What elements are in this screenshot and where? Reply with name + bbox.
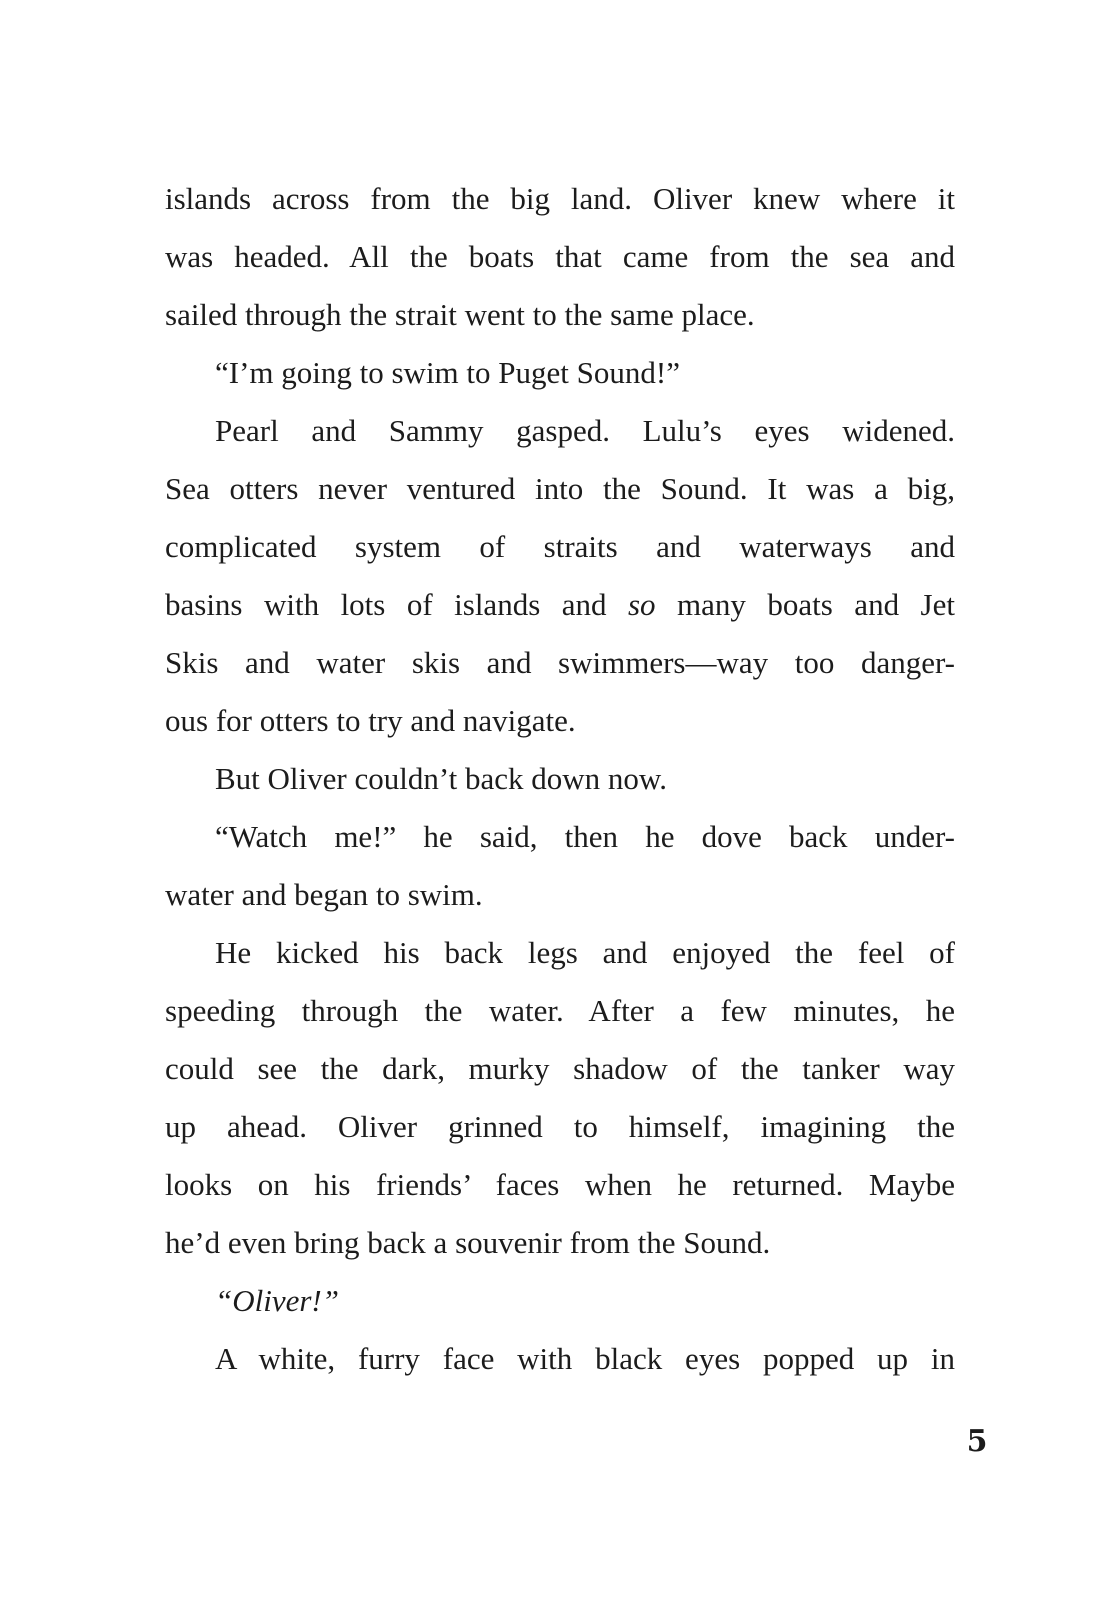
text-line: islands across from the big land. Oliver knew where it	[165, 181, 955, 216]
text-line: looks on his friends’ faces when he returned. Maybe	[165, 1167, 955, 1202]
text-line: “I’m going to swim to Puget Sound!”	[215, 355, 680, 390]
italic-text: “Oliver!”	[215, 1283, 339, 1318]
body-text	[165, 170, 955, 1388]
text-line: Pearl and Sammy gasped. Lulu’s eyes widened.	[215, 413, 955, 448]
text-segment: basins with lots of islands and	[165, 587, 628, 622]
text-line	[165, 576, 955, 634]
text-line	[165, 1272, 955, 1330]
text-line: speeding through the water. After a few minutes, he	[165, 993, 955, 1028]
text-line: “Watch me!” he said, then he dove back under-	[215, 819, 955, 854]
text-line: ous for otters to try and navigate.	[165, 703, 576, 738]
text-line: But Oliver couldn’t back down now.	[215, 761, 668, 796]
text-line: A white, furry face with black eyes popped up in	[215, 1341, 955, 1376]
text-line: sailed through the strait went to the same place.	[165, 297, 755, 332]
text-line: complicated system of straits and waterways and	[165, 529, 955, 564]
text-line: up ahead. Oliver grinned to himself, imagining the	[165, 1109, 955, 1144]
page-number: 5	[966, 1424, 988, 1459]
text-line: he’d even bring back a souvenir from the Sound.	[165, 1225, 771, 1260]
text-line: water and began to swim.	[165, 877, 483, 912]
text-line: was headed. All the boats that came from the sea and	[165, 239, 955, 274]
italic-text: so	[627, 587, 656, 622]
text-segment: many boats and Jet	[655, 587, 955, 622]
text-line: Sea otters never ventured into the Sound. It was a big,	[165, 471, 955, 506]
text-line: Skis and water skis and swimmers—way too danger-	[165, 645, 955, 680]
text-line: He kicked his back legs and enjoyed the feel of	[215, 935, 955, 970]
text-line: could see the dark, murky shadow of the tanker way	[165, 1051, 955, 1086]
